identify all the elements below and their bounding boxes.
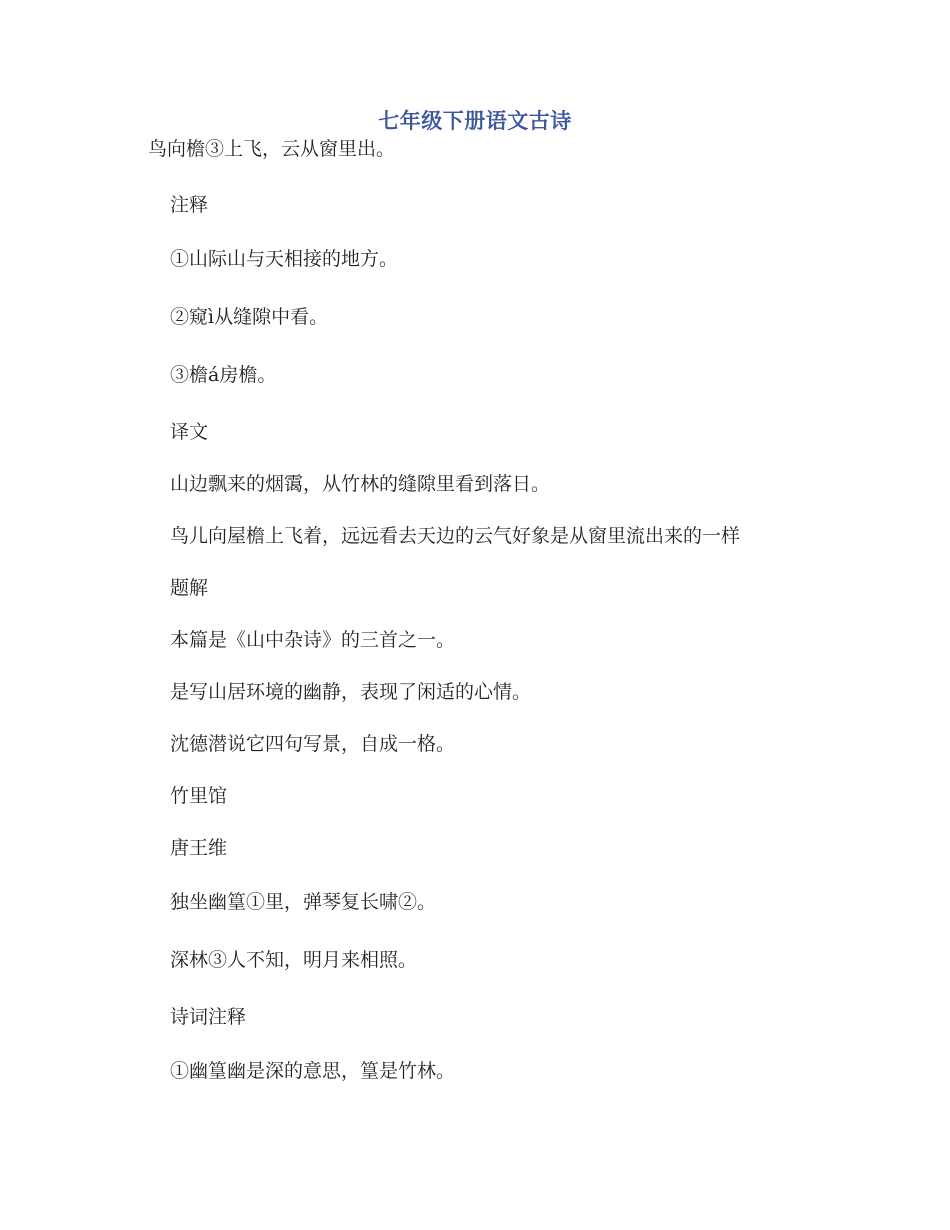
- note-line: ③檐á房檐。: [170, 364, 277, 386]
- poem-line: 深林③人不知，明月来相照。: [170, 949, 418, 971]
- poem-author: 唐王维: [170, 837, 228, 859]
- section-heading-explanation: 题解: [170, 577, 209, 599]
- explanation-line: 是写山居环境的幽静，表现了闲适的心情。: [170, 681, 532, 703]
- note-line: ①山际山与天相接的地方。: [170, 248, 399, 270]
- poem-line: 鸟向檐③上飞，云从窗里出。: [148, 138, 396, 160]
- section-heading-translation: 译文: [170, 421, 209, 443]
- translation-line: 山边飘来的烟霭，从竹林的缝隙里看到落日。: [170, 473, 551, 495]
- explanation-line: 沈德潜说它四句写景，自成一格。: [170, 733, 456, 755]
- section-heading-notes: 注释: [170, 194, 209, 216]
- poem-line: 独坐幽篁①里，弹琴复长啸②。: [170, 891, 437, 913]
- section-heading-poem-notes: 诗词注释: [170, 1006, 247, 1028]
- poem-title: 竹里馆: [170, 785, 228, 807]
- translation-line: 鸟儿向屋檐上飞着，远远看去天边的云气好象是从窗里流出来的一样: [170, 525, 741, 547]
- note-line: ②窥ì从缝隙中看。: [170, 306, 329, 328]
- document-title: 七年级下册语文古诗: [378, 108, 572, 133]
- explanation-line: 本篇是《山中杂诗》的三首之一。: [170, 629, 456, 651]
- note-line: ①幽篁幽是深的意思，篁是竹林。: [170, 1060, 456, 1082]
